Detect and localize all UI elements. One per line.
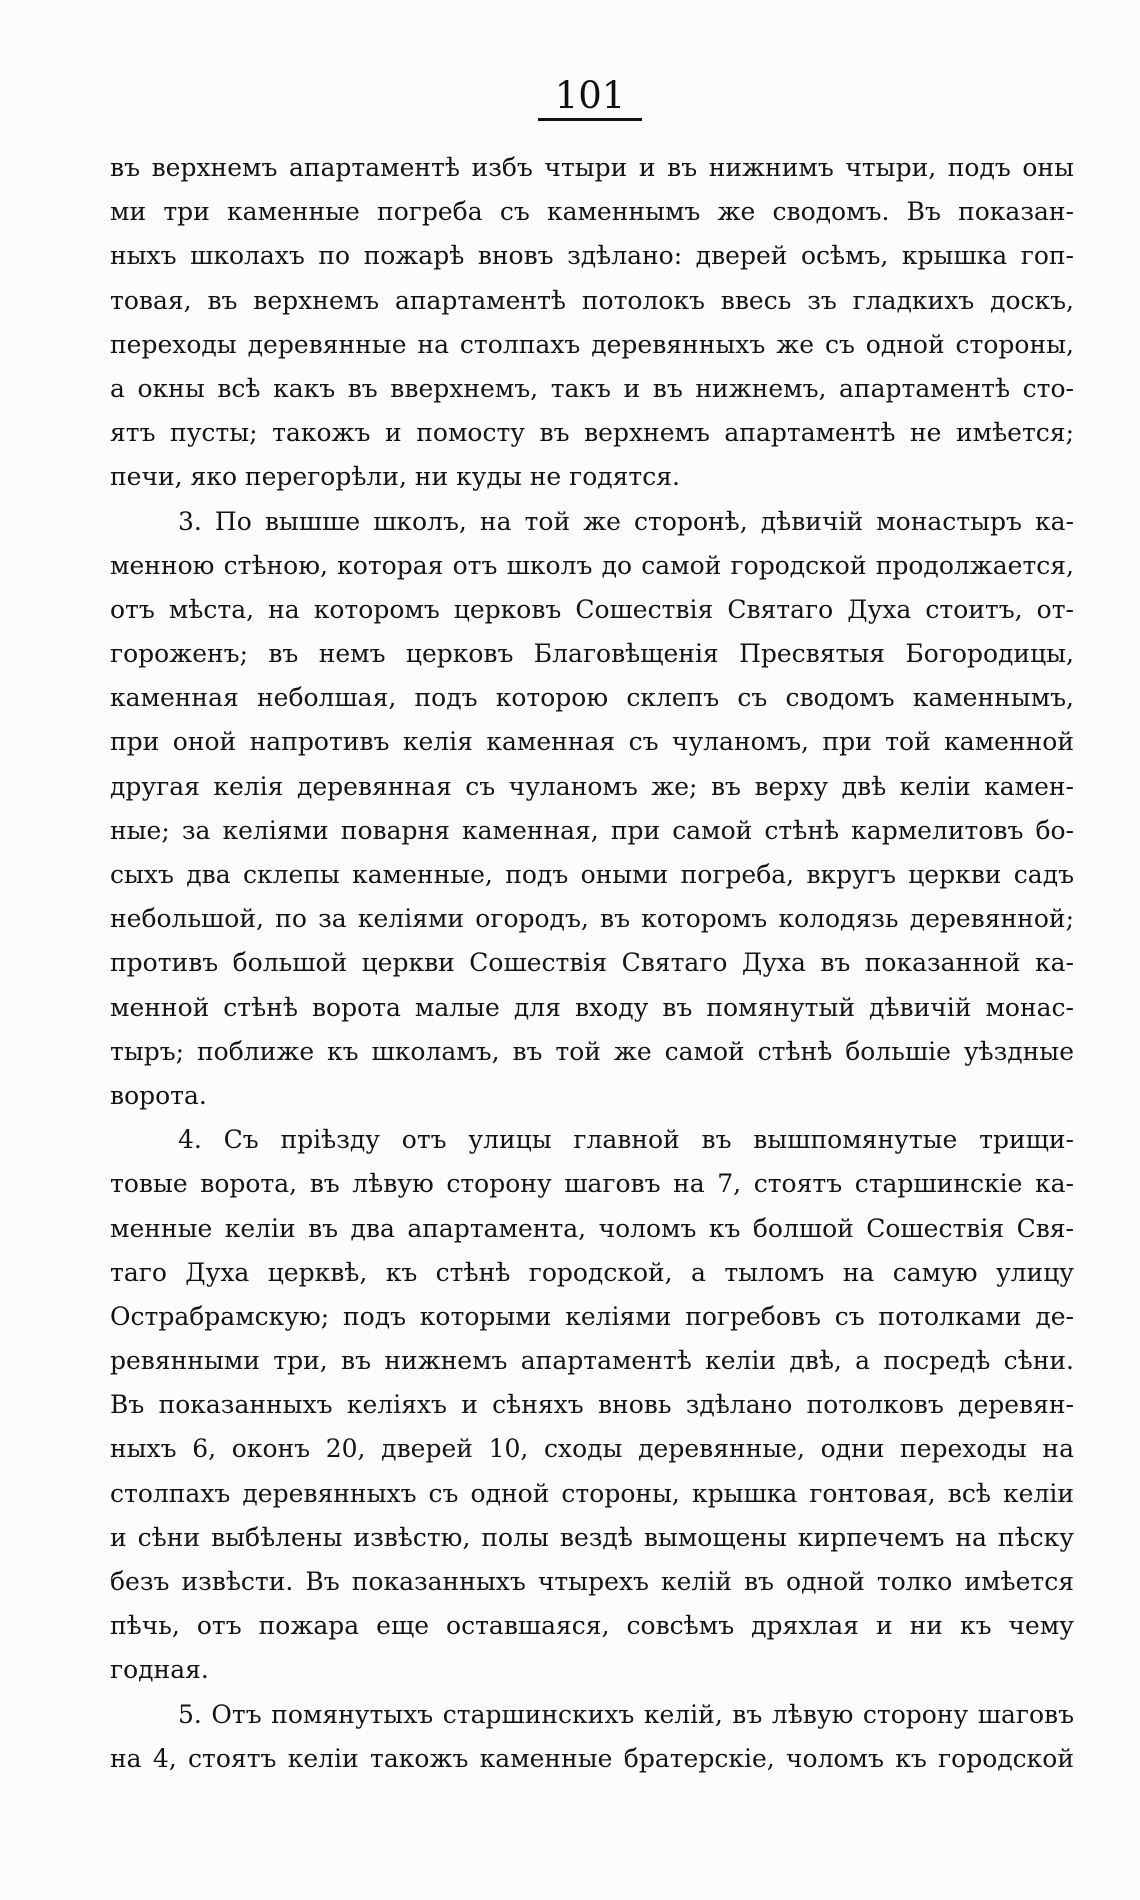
text-line: сыхъ два склепы каменные, подъ оными погреба, вкругъ церкви садъ [110, 860, 1074, 889]
text-line: на 4, стоятъ келіи такожъ каменные братерскіе, чоломъ къ городской [110, 1743, 1074, 1773]
page-number-rule [538, 118, 642, 121]
text-line: менною стѣною, которая отъ школъ до самой городской продолжается, [110, 550, 1074, 580]
text-line: другая келія деревянная съ чуланомъ же; въ верху двѣ келіи камен- [110, 771, 1074, 801]
text-line: 4. Съ пріѣзду отъ улицы главной въ вышпомянутые трищи- [178, 1125, 1074, 1155]
text-line: ворота. [110, 1080, 207, 1110]
text-line: столпахъ деревянныхъ съ одной стороны, крышка гонтовая, всѣ келіи [110, 1478, 1074, 1508]
text-line: ятъ пусты; такожъ и помосту въ верхнемъ апартаментѣ не имѣется; [110, 418, 1074, 448]
text-line: небольшой, по за келіями огородъ, въ которомъ колодязь деревянной; [110, 904, 1074, 934]
text-line: ные; за келіями поварня каменная, при самой стѣнѣ кармелитовъ бо- [110, 815, 1074, 845]
text-line: каменная неболшая, подъ которою склепъ съ сводомъ каменнымъ, [110, 683, 1074, 713]
text-line: ми три каменные погреба съ каменнымъ же сводомъ. Въ показан- [110, 197, 1074, 227]
text-line: отъ мѣста, на которомъ церковъ Сошествія Святаго Духа стоитъ, от- [110, 594, 1074, 624]
text-line: менные келіи въ два апартамента, чоломъ къ болшой Сошествія Свя- [110, 1213, 1074, 1243]
text-line: товая, въ верхнемъ апартаментѣ потолокъ ввесь зъ гладкихъ доскъ, [110, 285, 1074, 315]
text-line: противъ большой церкви Сошествія Святаго Духа въ показанной ка- [110, 948, 1074, 978]
text-line: ныхъ школахъ по пожарѣ вновъ здѣлано: дверей осѣмъ, крышка гоп- [110, 241, 1074, 271]
text-line: годная. [110, 1655, 209, 1685]
text-line: гороженъ; въ немъ церковъ Благовѣщенія Пресвятыя Богородицы, [110, 639, 1074, 669]
text-line: печи, яко перегорѣли, ни куды не годятся. [110, 462, 680, 492]
text-line: Въ показанныхъ келіяхъ и сѣняхъ вновь здѣлано потолковъ деревян- [110, 1390, 1074, 1420]
text-line: 3. По вышше школъ, на той же сторонѣ, дѣвичій монастыръ ка- [178, 506, 1074, 536]
text-line: Острабрамскую; подъ которыми келіями погребовъ съ потолками де- [110, 1301, 1074, 1331]
text-line: 5. Отъ помянутыхъ старшинскихъ келій, въ лѣвую сторону шаговъ [178, 1699, 1074, 1729]
page-number: 101 [554, 74, 626, 117]
text-line: менной стѣнѣ ворота малые для входу въ помянутый дѣвичій монас- [110, 992, 1074, 1022]
text-line: ныхъ 6, оконъ 20, дверей 10, сходы деревянные, одни переходы на [110, 1434, 1074, 1464]
text-line: переходы деревянные на столпахъ деревянныхъ же съ одной стороны, [110, 329, 1074, 359]
text-line: таго Духа церквѣ, къ стѣнѣ городской, а тыломъ на самую улицу [110, 1257, 1074, 1287]
text-line: при оной напротивъ келія каменная съ чуланомъ, при той каменной [110, 727, 1074, 757]
text-line: въ верхнемъ апартаментѣ избъ чтыри и въ нижнимъ чтыри, подъ оны [110, 153, 1074, 182]
text-line: а окны всѣ какъ въ вверхнемъ, такъ и въ нижнемъ, апартаментѣ сто- [110, 373, 1074, 403]
text-line: пѣчь, отъ пожара еще оставшаяся, совсѣмъ дряхлая и ни къ чему [110, 1611, 1074, 1641]
text-line: тыръ; поближе къ школамъ, въ той же самой стѣнѣ большіе уѣздные [110, 1036, 1074, 1066]
text-line: и сѣни выбѣлены извѣстю, полы вездѣ вымощены кирпечемъ на пѣску [110, 1522, 1074, 1552]
text-line: ревянными три, въ нижнемъ апартаментѣ келіи двѣ, а посредѣ сѣни. [110, 1346, 1074, 1376]
text-line: безъ извѣсти. Въ показанныхъ чтырехъ келій въ одной толко имѣется [110, 1567, 1074, 1596]
body-text [110, 146, 1074, 1781]
text-line: товые ворота, въ лѣвую сторону шаговъ на 7, стоятъ старшинскіе ка- [110, 1169, 1074, 1199]
